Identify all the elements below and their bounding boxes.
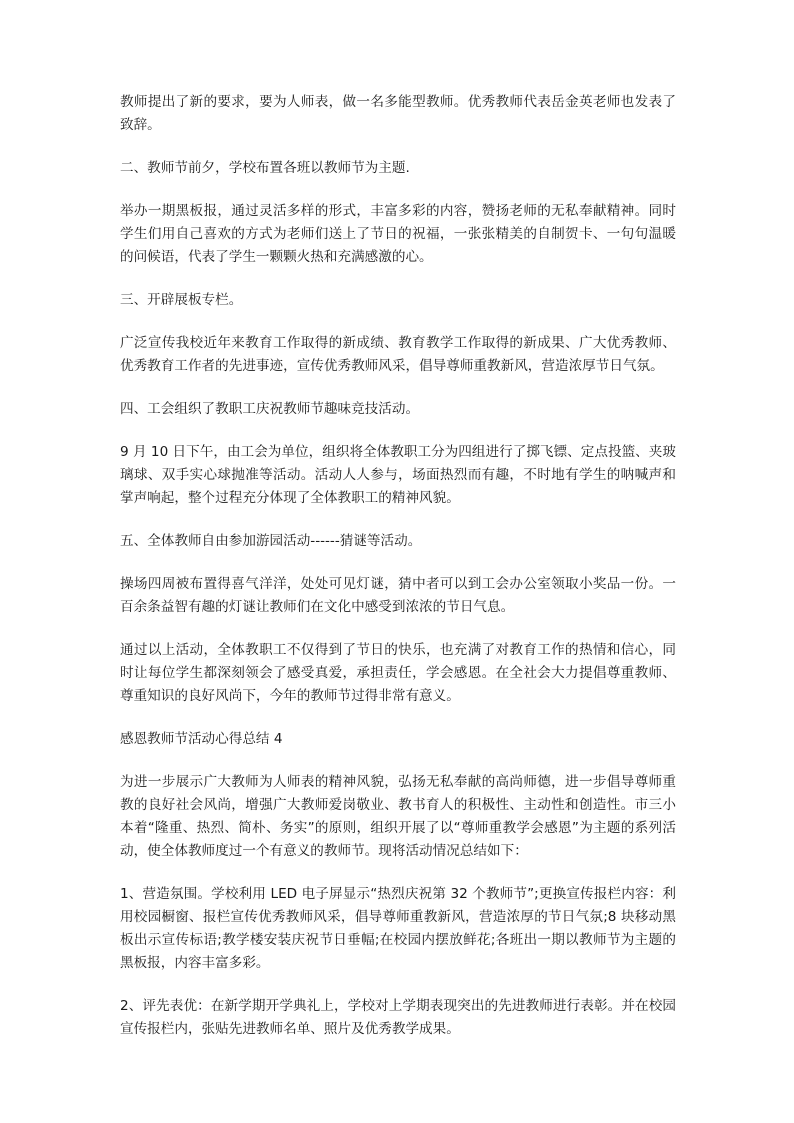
paragraph-blackboard: 举办一期黑板报，通过灵活多样的形式，丰富多彩的内容，赞扬老师的无私奉献精神。同时学生们用自己喜欢的方式为老师们送上了节日的祝福，一张张精美的自制贺卡、一句句温暖的问候语，代表了学生一颗颗火热和充满感激的心。 (120, 203, 676, 265)
section-heading-4: 四、工会组织了教职工庆祝教师节趣味竞技活动。 (120, 401, 420, 417)
section-heading-5: 五、全体教师自由参加游园活动------猜谜等活动。 (120, 533, 422, 549)
section-heading-2: 二、教师节前夕，学校布置各班以教师节为主题. (120, 160, 410, 176)
paragraph-intro-summary-4: 为进一步展示广大教师为人师表的精神风貌，弘扬无私奉献的高尚师德，进一步倡导尊师重教的良好社会风尚，增强广大教师爱岗敬业、教书育人的积极性、主动性和创造性。市三小本着“隆重、热烈、简朴、务实”的原则，组织开展了以“尊师重教学会感恩”为主题的系列活动，使全体教师度过一个有意义的教师节。现将活动情况总结如下： (120, 774, 676, 859)
section-heading-3: 三、开辟展板专栏。 (120, 292, 243, 308)
paragraph-display-board: 广泛宣传我校近年来教育工作取得的新成绩、教育教学工作取得的新成果、广大优秀教师、优秀教育工作者的先进事迹，宣传优秀教师风采，倡导尊师重教新风，营造浓厚节日气氛。 (120, 335, 676, 374)
document-body (120, 91, 676, 1061)
section-title-summary-4: 感恩教师节活动心得总结 4 (120, 731, 283, 747)
paragraph-teacher-requirements: 教师提出了新的要求，要为人师表，做一名多能型教师。优秀教师代表岳金英老师也发表了致辞。 (120, 94, 676, 133)
paragraph-item-2-awards: 2、评先表优：在新学期开学典礼上，学校对上学期表现突出的先进教师进行表彰。并在校园宣传报栏内，张贴先进教师名单、照片及优秀教学成果。 (120, 998, 676, 1037)
paragraph-conclusion: 通过以上活动，全体教职工不仅得到了节日的快乐，也充满了对教育工作的热情和信心，同时让每位学生都深刻领会了感受真爱，承担责任，学会感恩。在全社会大力提倡尊重教师、尊重知识的良好风尚下，今年的教师节过得非常有意义。 (120, 642, 676, 704)
paragraph-item-1-atmosphere: 1、营造氛围。学校利用 LED 电子屏显示“热烈庆祝第 32 个教师节”;更换宣传报栏内容：利用校园橱窗、报栏宣传优秀教师风采，倡导尊师重教新风，营造浓厚的节日气氛;8 块移动黑板出示宣传标语;教学楼安装庆祝节日垂幅;在校园内摆放鲜花;各班出一期以教师节为主题的黑板报，内容丰富多彩。 (120, 886, 676, 971)
paragraph-competition: 9 月 10 日下午，由工会为单位，组织将全体教职工分为四组进行了掷飞镖、定点投篮、夹玻璃球、双手实心球抛准等活动。活动人人参与，场面热烈而有趣，不时地有学生的呐喊声和掌声响起，整个过程充分体现了全体教职工的精神风貌。 (120, 444, 676, 506)
paragraph-lantern-riddles: 操场四周被布置得喜气洋洋，处处可见灯谜，猜中者可以到工会办公室领取小奖品一份。一百余条益智有趣的灯谜让教师们在文化中感受到浓浓的节日气息。 (120, 576, 676, 615)
